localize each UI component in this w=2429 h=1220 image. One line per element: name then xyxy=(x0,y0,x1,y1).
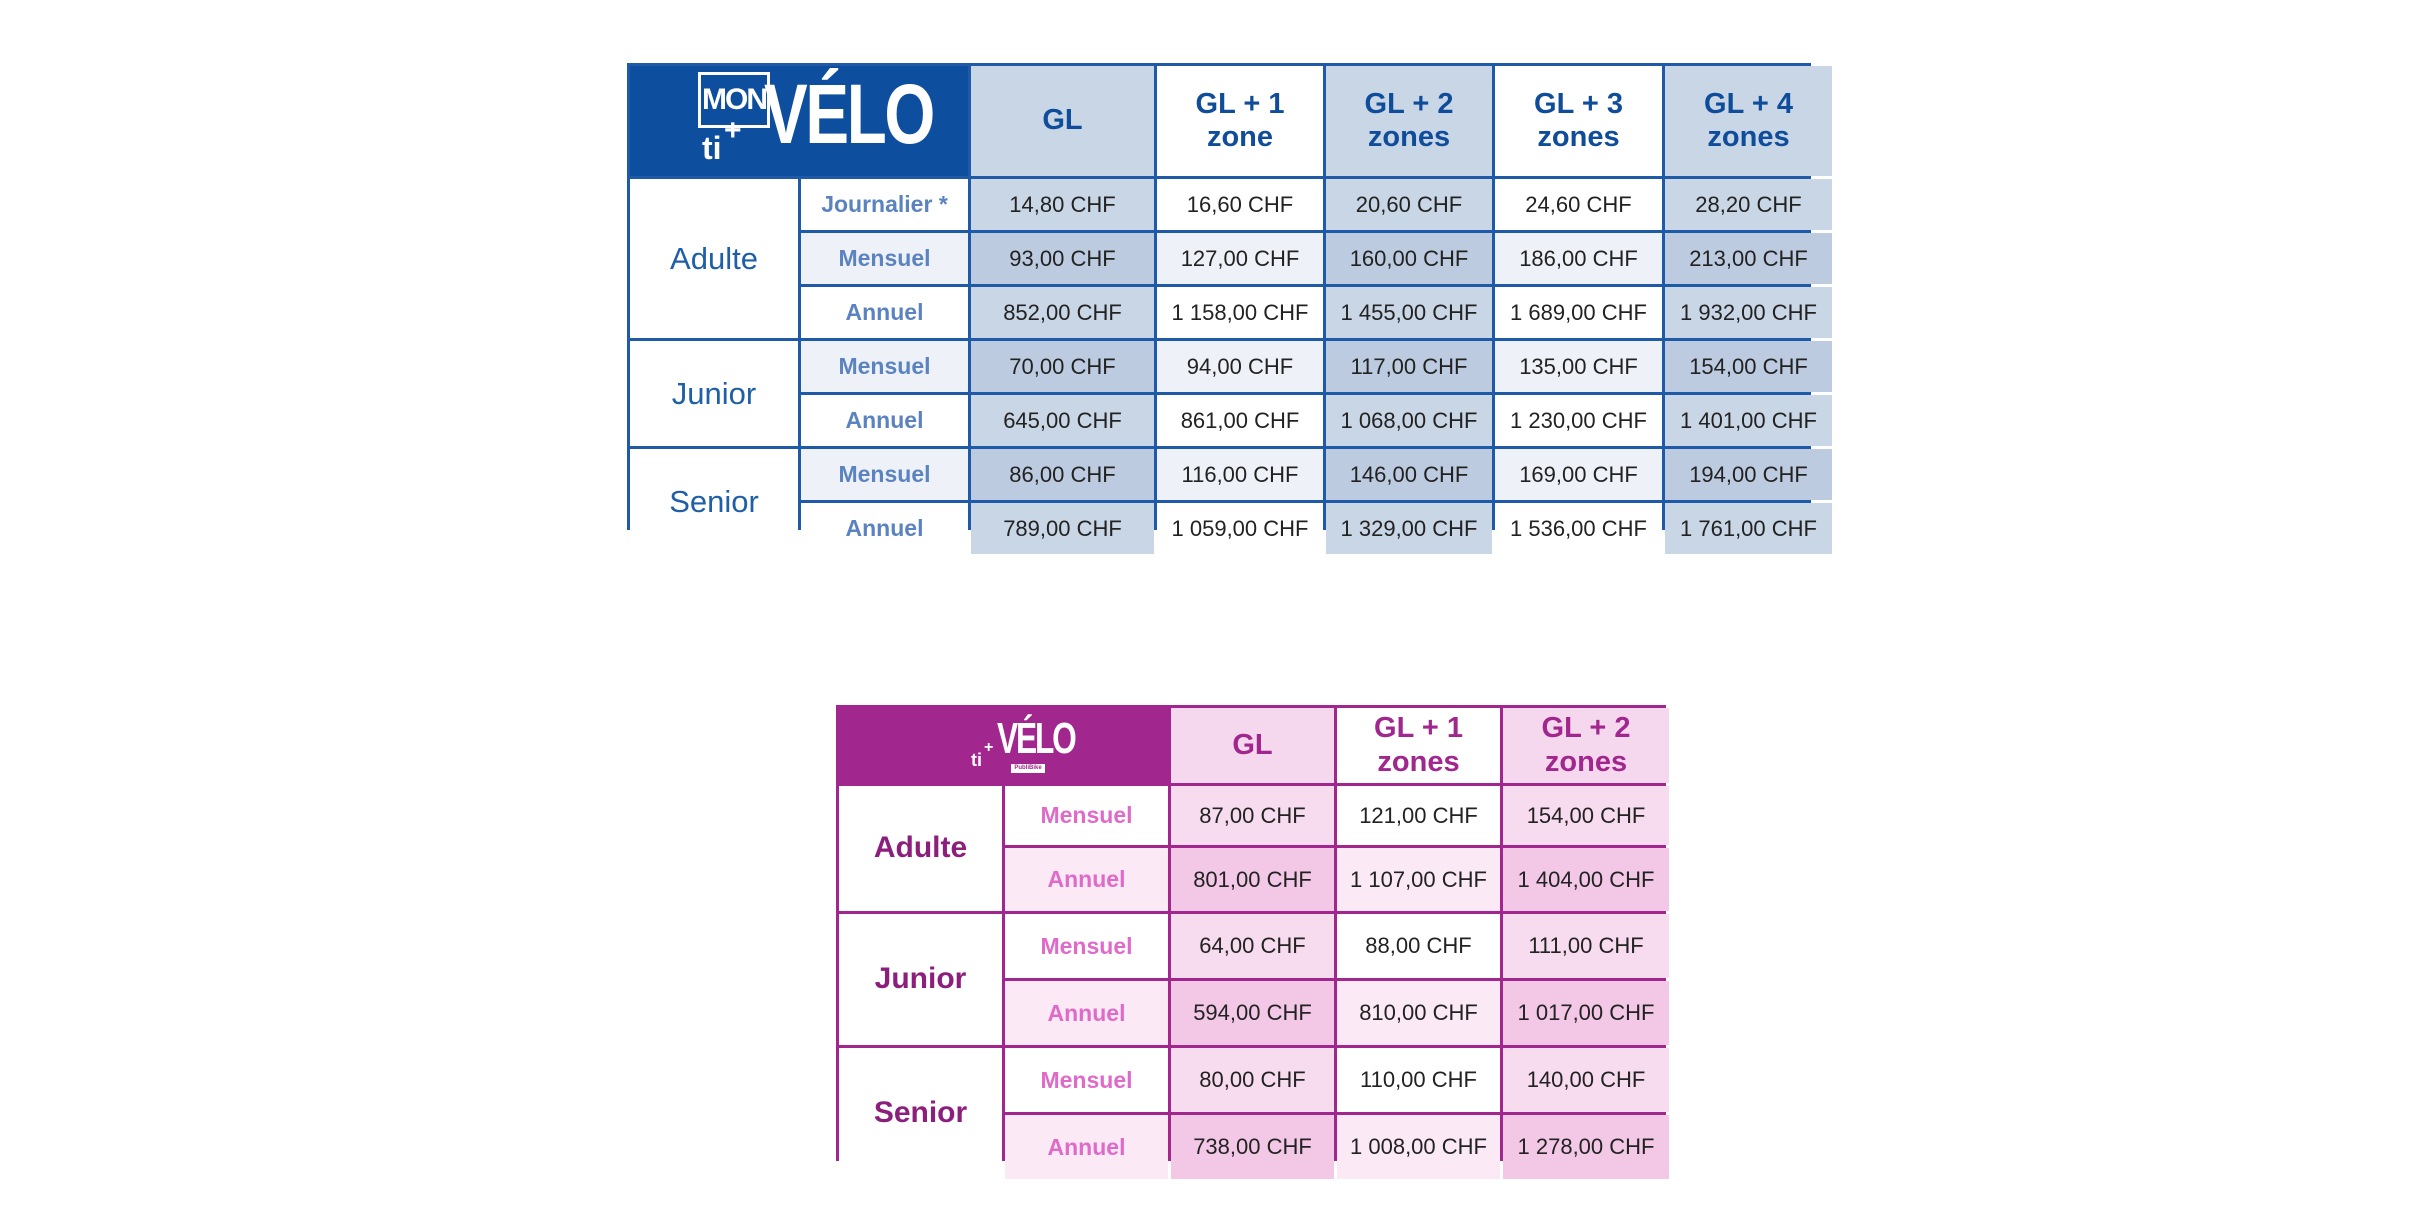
price-cell: 121,00 CHF xyxy=(1337,786,1500,845)
price-cell: 810,00 CHF xyxy=(1337,981,1500,1045)
price-cell: 1 278,00 CHF xyxy=(1503,1115,1669,1179)
price-cell: 88,00 CHF xyxy=(1337,914,1500,978)
period-label: Annuel xyxy=(1005,981,1168,1045)
price-cell: 169,00 CHF xyxy=(1495,449,1662,500)
price-cell: 1 932,00 CHF xyxy=(1665,287,1832,338)
price-cell: 1 107,00 CHF xyxy=(1337,848,1500,911)
pink-price-table xyxy=(836,705,1666,1161)
period-label: Journalier * xyxy=(801,179,968,230)
price-cell: 186,00 CHF xyxy=(1495,233,1662,284)
period-label: Mensuel xyxy=(801,233,968,284)
price-cell: 801,00 CHF xyxy=(1171,848,1334,911)
period-label: Mensuel xyxy=(1005,914,1168,978)
price-cell: 110,00 CHF xyxy=(1337,1048,1500,1112)
price-cell: 117,00 CHF xyxy=(1326,341,1492,392)
logo-ti: ti xyxy=(971,750,982,770)
price-cell: 86,00 CHF xyxy=(971,449,1154,500)
price-cell: 160,00 CHF xyxy=(1326,233,1492,284)
price-cell: 213,00 CHF xyxy=(1665,233,1832,284)
logo-velo: VÉLO xyxy=(764,67,934,161)
mon-ti-velo-logo xyxy=(630,66,968,176)
price-cell: 135,00 CHF xyxy=(1495,341,1662,392)
category-senior: Senior xyxy=(630,449,798,554)
price-cell: 645,00 CHF xyxy=(971,395,1154,446)
price-cell: 94,00 CHF xyxy=(1157,341,1323,392)
price-cell: 154,00 CHF xyxy=(1665,341,1832,392)
period-label: Annuel xyxy=(1005,848,1168,911)
price-cell: 1 401,00 CHF xyxy=(1665,395,1832,446)
period-label: Annuel xyxy=(801,287,968,338)
period-label: Annuel xyxy=(1005,1115,1168,1179)
blue-price-table xyxy=(627,63,1817,542)
price-cell: 14,80 CHF xyxy=(971,179,1154,230)
zone-header-gl-3: GL + 3 zones xyxy=(1495,66,1662,176)
price-cell: 1 158,00 CHF xyxy=(1157,287,1323,338)
price-cell: 93,00 CHF xyxy=(971,233,1154,284)
price-cell: 861,00 CHF xyxy=(1157,395,1323,446)
zone-header-gl-2: GL + 2 zones xyxy=(1326,66,1492,176)
price-cell: 87,00 CHF xyxy=(1171,786,1334,845)
price-cell: 64,00 CHF xyxy=(1171,914,1334,978)
price-cell: 70,00 CHF xyxy=(971,341,1154,392)
price-cell: 28,20 CHF xyxy=(1665,179,1832,230)
logo-plus: + xyxy=(724,114,742,147)
price-cell: 194,00 CHF xyxy=(1665,449,1832,500)
price-cell: 1 017,00 CHF xyxy=(1503,981,1669,1045)
category-junior: Junior xyxy=(630,341,798,446)
logo-publibike-tag: PubliBike xyxy=(1011,764,1045,773)
price-cell: 111,00 CHF xyxy=(1503,914,1669,978)
ti-velo-publibike-logo xyxy=(839,708,1168,783)
price-cell: 789,00 CHF xyxy=(971,503,1154,554)
zone-header-gl: GL xyxy=(1171,708,1334,783)
price-cell: 116,00 CHF xyxy=(1157,449,1323,500)
price-cell: 1 329,00 CHF xyxy=(1326,503,1492,554)
price-cell: 140,00 CHF xyxy=(1503,1048,1669,1112)
price-cell: 1 068,00 CHF xyxy=(1326,395,1492,446)
price-cell: 1 761,00 CHF xyxy=(1665,503,1832,554)
price-cell: 594,00 CHF xyxy=(1171,981,1334,1045)
period-label: Mensuel xyxy=(801,341,968,392)
price-cell: 16,60 CHF xyxy=(1157,179,1323,230)
logo-plus: + xyxy=(984,739,994,756)
price-cell: 1 536,00 CHF xyxy=(1495,503,1662,554)
price-cell: 738,00 CHF xyxy=(1171,1115,1334,1179)
price-cell: 80,00 CHF xyxy=(1171,1048,1334,1112)
category-junior: Junior xyxy=(839,914,1002,1045)
category-adulte: Adulte xyxy=(839,786,1002,911)
price-cell: 127,00 CHF xyxy=(1157,233,1323,284)
price-cell: 1 059,00 CHF xyxy=(1157,503,1323,554)
logo-ti: ti xyxy=(702,130,722,166)
price-cell: 20,60 CHF xyxy=(1326,179,1492,230)
price-cell: 1 455,00 CHF xyxy=(1326,287,1492,338)
zone-header-gl-2: GL + 2 zones xyxy=(1503,708,1669,783)
zone-header-gl: GL xyxy=(971,66,1154,176)
period-label: Mensuel xyxy=(801,449,968,500)
zone-header-gl-1: GL + 1 zone xyxy=(1157,66,1323,176)
logo-mon-box: MON xyxy=(698,72,770,128)
zone-header-gl-1: GL + 1 zones xyxy=(1337,708,1500,783)
price-cell: 1 008,00 CHF xyxy=(1337,1115,1500,1179)
price-cell: 24,60 CHF xyxy=(1495,179,1662,230)
period-label: Mensuel xyxy=(1005,786,1168,845)
price-cell: 154,00 CHF xyxy=(1503,786,1669,845)
price-cell: 1 404,00 CHF xyxy=(1503,848,1669,911)
price-cell: 1 689,00 CHF xyxy=(1495,287,1662,338)
period-label: Mensuel xyxy=(1005,1048,1168,1112)
zone-header-gl-4: GL + 4 zones xyxy=(1665,66,1832,176)
price-cell: 146,00 CHF xyxy=(1326,449,1492,500)
price-cell: 1 230,00 CHF xyxy=(1495,395,1662,446)
category-adulte: Adulte xyxy=(630,179,798,338)
period-label: Annuel xyxy=(801,503,968,554)
price-cell: 852,00 CHF xyxy=(971,287,1154,338)
category-senior: Senior xyxy=(839,1048,1002,1179)
period-label: Annuel xyxy=(801,395,968,446)
logo-velo: VÉLO xyxy=(997,714,1075,763)
